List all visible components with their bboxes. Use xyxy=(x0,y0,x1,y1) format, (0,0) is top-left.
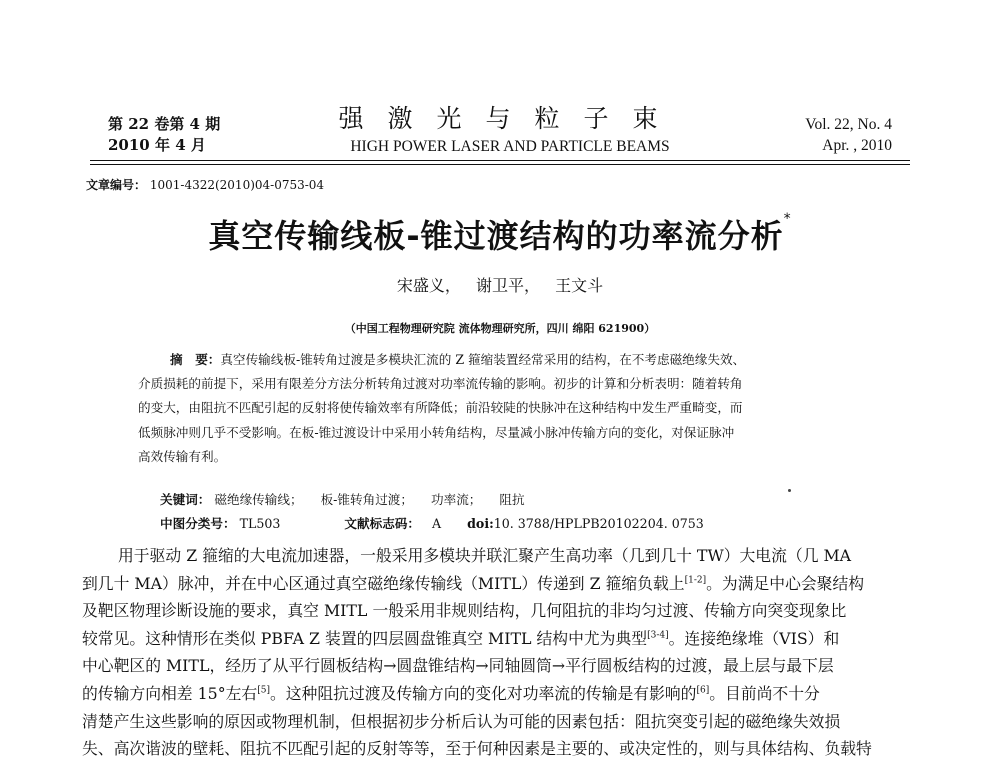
journal-title-cn: 强激光与粒子束 xyxy=(338,104,682,133)
keyword: 功率流； xyxy=(431,492,482,507)
clc-label: 中图分类号： xyxy=(160,516,236,531)
title-footnote-mark: * xyxy=(783,211,792,227)
citation: [3-4] xyxy=(647,630,669,641)
volume-issue-cn: 第 22 卷第 4 期 xyxy=(108,115,221,133)
paper-title xyxy=(0,211,1000,257)
keywords xyxy=(160,489,539,508)
journal-title-en: HIGH POWER LASER AND PARTICLE BEAMS xyxy=(350,138,670,155)
header-rule-bottom xyxy=(90,164,910,165)
body-line: 到几十 MA）脉冲，并在中心区通过真空磁绝缘传输线（MITL）传递到 Z 箍缩负载上[1-2]。为满足中心会聚结构 xyxy=(82,573,865,593)
body-line: 用于驱动 Z 箍缩的大电流加速器，一般采用多模块并联汇聚产生高功率（几到几十 TW）大电流（几 MA xyxy=(118,546,852,565)
abstract xyxy=(138,348,868,469)
clc-value: TL503 xyxy=(239,516,281,531)
doi-value: 10. 3788/HPLPB20102204. 0753 xyxy=(493,516,704,531)
body-line: 的传输方向相差 15°左右[5]。这种阻抗过渡及传输方向的变化对功率流的传输是有影响的[6]。目前尚不十分 xyxy=(82,683,820,703)
abstract-line: 低频脉冲则几乎不受影响。在板-锥过渡设计中采用小转角结构，尽量减小脉冲传输方向的变化，对保证脉冲 xyxy=(138,424,735,440)
date-cn: 2010 年 4 月 xyxy=(108,136,206,154)
body-text xyxy=(82,542,922,763)
keywords-label: 关键词： xyxy=(160,492,211,507)
body-line: 中心靶区的 MITL，经历了从平行圆板结构→圆盘锥结构→同轴圆筒→平行圆板结构的过渡，最上层与最下层 xyxy=(82,656,834,676)
date-en: Apr. , 2010 xyxy=(822,137,892,154)
citation: [1-2] xyxy=(684,575,707,586)
keyword: 阻抗 xyxy=(499,492,525,507)
article-number xyxy=(86,176,324,193)
doc-code-value: A xyxy=(431,516,442,531)
body-line: 失、高次谐波的壁耗、阻抗不匹配引起的反射等等，至于何种因素是主要的、或决定性的，则与具体结构、负载特 xyxy=(82,739,872,759)
volume-issue-en: Vol. 22, No. 4 xyxy=(805,116,892,133)
journal-title-block xyxy=(280,104,740,158)
journal-volume-en xyxy=(805,114,892,156)
abstract-line: 摘 要：真空传输线板-锥转角过渡是多模块汇流的 Z 箍缩装置经常采用的结构，在不考虑磁绝缘失效、 xyxy=(170,352,746,367)
body-line: 较常见。这种情形在类似 PBFA Z 装置的四层圆盘锥真空 MITL 结构中尤为典型[3-4]。连接绝缘堆（VIS）和 xyxy=(82,628,840,648)
paper-authors: 宋盛义， 谢卫平， 王文斗 xyxy=(396,276,604,295)
abstract-line: 的变大，由阻抗不匹配引起的反射将使传输效率有所降低；前沿较陡的快脉冲在这种结构中发生严重畸变，而 xyxy=(138,400,743,416)
article-number-value: 1001-4322(2010)04-0753-04 xyxy=(149,178,325,192)
abstract-line: 介质损耗的前提下，采用有限差分方法分析转角过渡对功率流传输的影响。初步的计算和分析表明：随着转角 xyxy=(138,376,743,392)
citation: [6] xyxy=(696,685,710,696)
keyword: 磁绝缘传输线； xyxy=(214,492,303,507)
body-line: 清楚产生这些影响的原因或物理机制，但根据初步分析后认为可能的因素包括：阻抗突变引起的磁绝缘失效损 xyxy=(82,711,841,731)
doc-code-label: 文献标志码： xyxy=(344,516,420,531)
doi-label: doi: xyxy=(467,516,494,531)
article-number-label: 文章编号： xyxy=(86,178,147,192)
body-line: 及靶区物理诊断设施的要求，真空 MITL 一般采用非规则结构，几何阻抗的非均匀过渡、传输方向突变现象比 xyxy=(82,601,847,621)
journal-volume-issue xyxy=(108,114,220,156)
abstract-line: 高效传输有利。 xyxy=(138,448,227,464)
keyword: 板-锥转角过渡； xyxy=(320,492,413,507)
header-rule-top xyxy=(90,160,910,161)
paper-title-text: 真空传输线板-锥过渡结构的功率流分析 xyxy=(208,217,784,255)
citation: [5] xyxy=(257,685,270,696)
classification-line xyxy=(160,513,704,532)
paper-affiliation: （中国工程物理研究院 流体物理研究所，四川 绵阳 621900） xyxy=(344,322,656,335)
scan-speck xyxy=(788,489,791,492)
abstract-label: 摘 要： xyxy=(170,352,221,367)
